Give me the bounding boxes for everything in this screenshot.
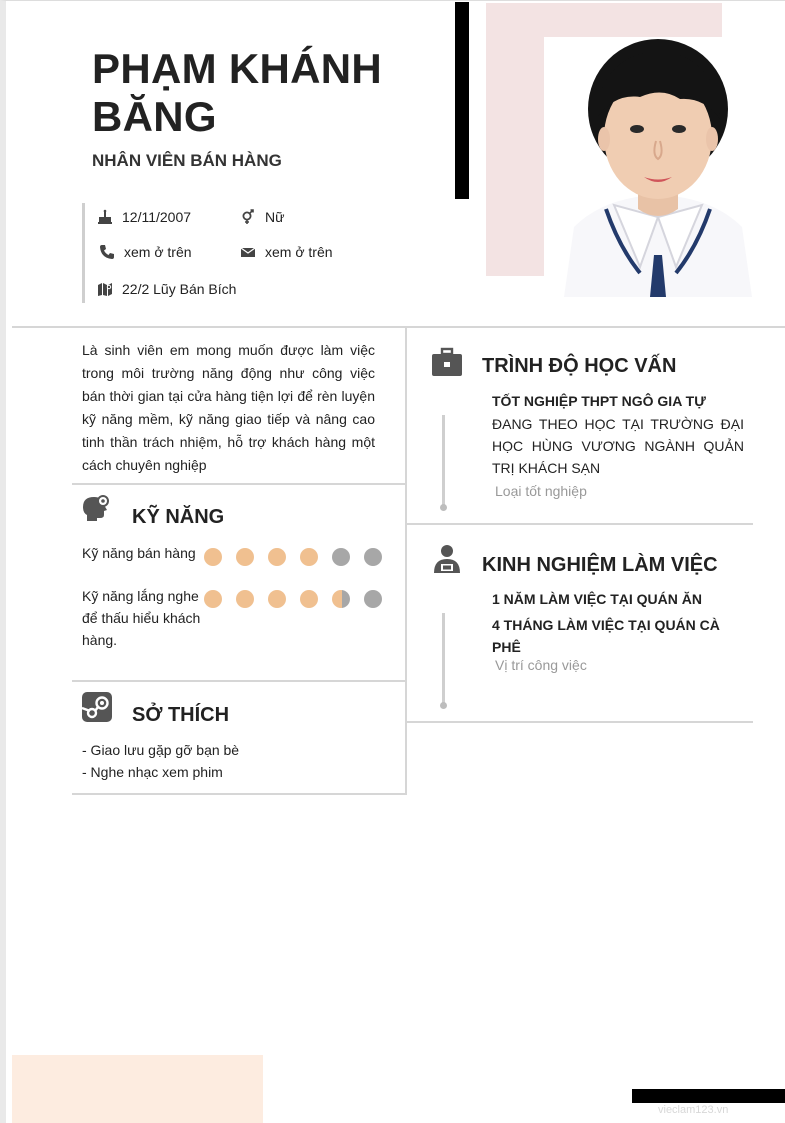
briefcase-icon [431,347,463,379]
education-timeline [442,415,445,507]
cake-icon [97,209,113,225]
rating-dot [236,590,254,608]
education-title: TRÌNH ĐỘ HỌC VẤN [482,355,677,377]
hobbies-divider [72,793,406,795]
contact-info [82,203,382,303]
profile-photo [544,37,772,297]
address-value: 22/2 Lũy Bán Bích [122,281,237,297]
rating-dot [268,548,286,566]
rating-dot [300,590,318,608]
hobby-item-2: - Nghe nhạc xem phim [82,764,223,780]
email-value[interactable]: xem ở trên [265,244,333,260]
hobbies-title: SỞ THÍCH [132,704,230,726]
skills-divider [72,680,406,682]
map-marker-icon [97,281,113,297]
job-title: NHÂN VIÊN BÁN HÀNG [92,151,282,170]
hobbies-list [82,739,239,783]
experience-title: KINH NGHIỆM LÀM VIỆC [482,554,718,576]
rating-dot [332,548,350,566]
education-grade: Loại tốt nghiệp [495,483,587,499]
gender-value: Nữ [265,209,285,225]
experience-position: Vị trí công việc [495,657,587,673]
phone-value[interactable]: xem ở trên [124,244,192,260]
watermark: vieclam123.vn [658,1104,729,1116]
gender-item [240,209,284,225]
skills-title: KỸ NĂNG [132,506,225,528]
experience-divider [407,721,753,723]
envelope-icon [240,244,256,260]
email-item [240,244,333,260]
gender-icon [240,209,256,225]
birthday-value: 12/11/2007 [122,209,192,225]
footer-peach-block [12,1055,263,1123]
rating-dot [332,590,350,608]
objective-divider [72,483,406,485]
phone-item [99,244,192,260]
hobby-item-1: - Giao lưu gặp gỡ bạn bè [82,742,240,758]
head-gear-icon [81,493,113,525]
rating-dot [268,590,286,608]
education-detail: ĐANG THEO HỌC TẠI TRƯỜNG ĐẠI HỌC HÙNG VƯƠNG NGÀNH QUẢN TRỊ KHÁCH SẠN [492,416,744,476]
steam-icon [81,691,113,723]
experience-item-1: 1 NĂM LÀM VIỆC TẠI QUÁN ĂN [492,591,702,607]
footer-black-bar [632,1089,785,1103]
address-item [97,281,236,297]
skill-2-name: Kỹ năng lắng nghe để thấu hiểu khách hàng. [82,588,201,648]
rating-dot [364,548,382,566]
rating-dot [300,548,318,566]
header-divider [12,326,785,328]
experience-timeline [442,613,445,705]
rating-dot [204,590,222,608]
career-objective: Là sinh viên em mong muốn được làm việc trong môi trường năng động như công việc bán thời gian tại cửa hàng tiện lợi để rèn luyện kỹ năng mềm, kỹ năng giao tiếp và nâng cao tinh thần trách nhiệm, hỗ trợ khách hàng một cách chuyên nghiệp [82,342,375,473]
user-laptop-icon [431,543,463,575]
skill-1-name: Kỹ năng bán hàng [82,545,196,561]
rating-dot [204,548,222,566]
rating-dot [364,590,382,608]
column-divider [405,328,407,795]
education-school: TỐT NGHIỆP THPT NGÔ GIA TỰ [492,393,706,409]
phone-icon [99,244,115,260]
experience-item-2: 4 THÁNG LÀM VIỆC TẠI QUÁN CÀ PHÊ [492,617,720,655]
header-black-bar [455,2,469,199]
education-divider [407,523,753,525]
candidate-name: PHẠM KHÁNH BĂNG [92,45,382,140]
skill-1-rating [204,548,396,566]
rating-dot [236,548,254,566]
skill-2-rating [204,590,396,608]
birthday-item [97,209,191,225]
portrait-illustration [544,37,772,297]
